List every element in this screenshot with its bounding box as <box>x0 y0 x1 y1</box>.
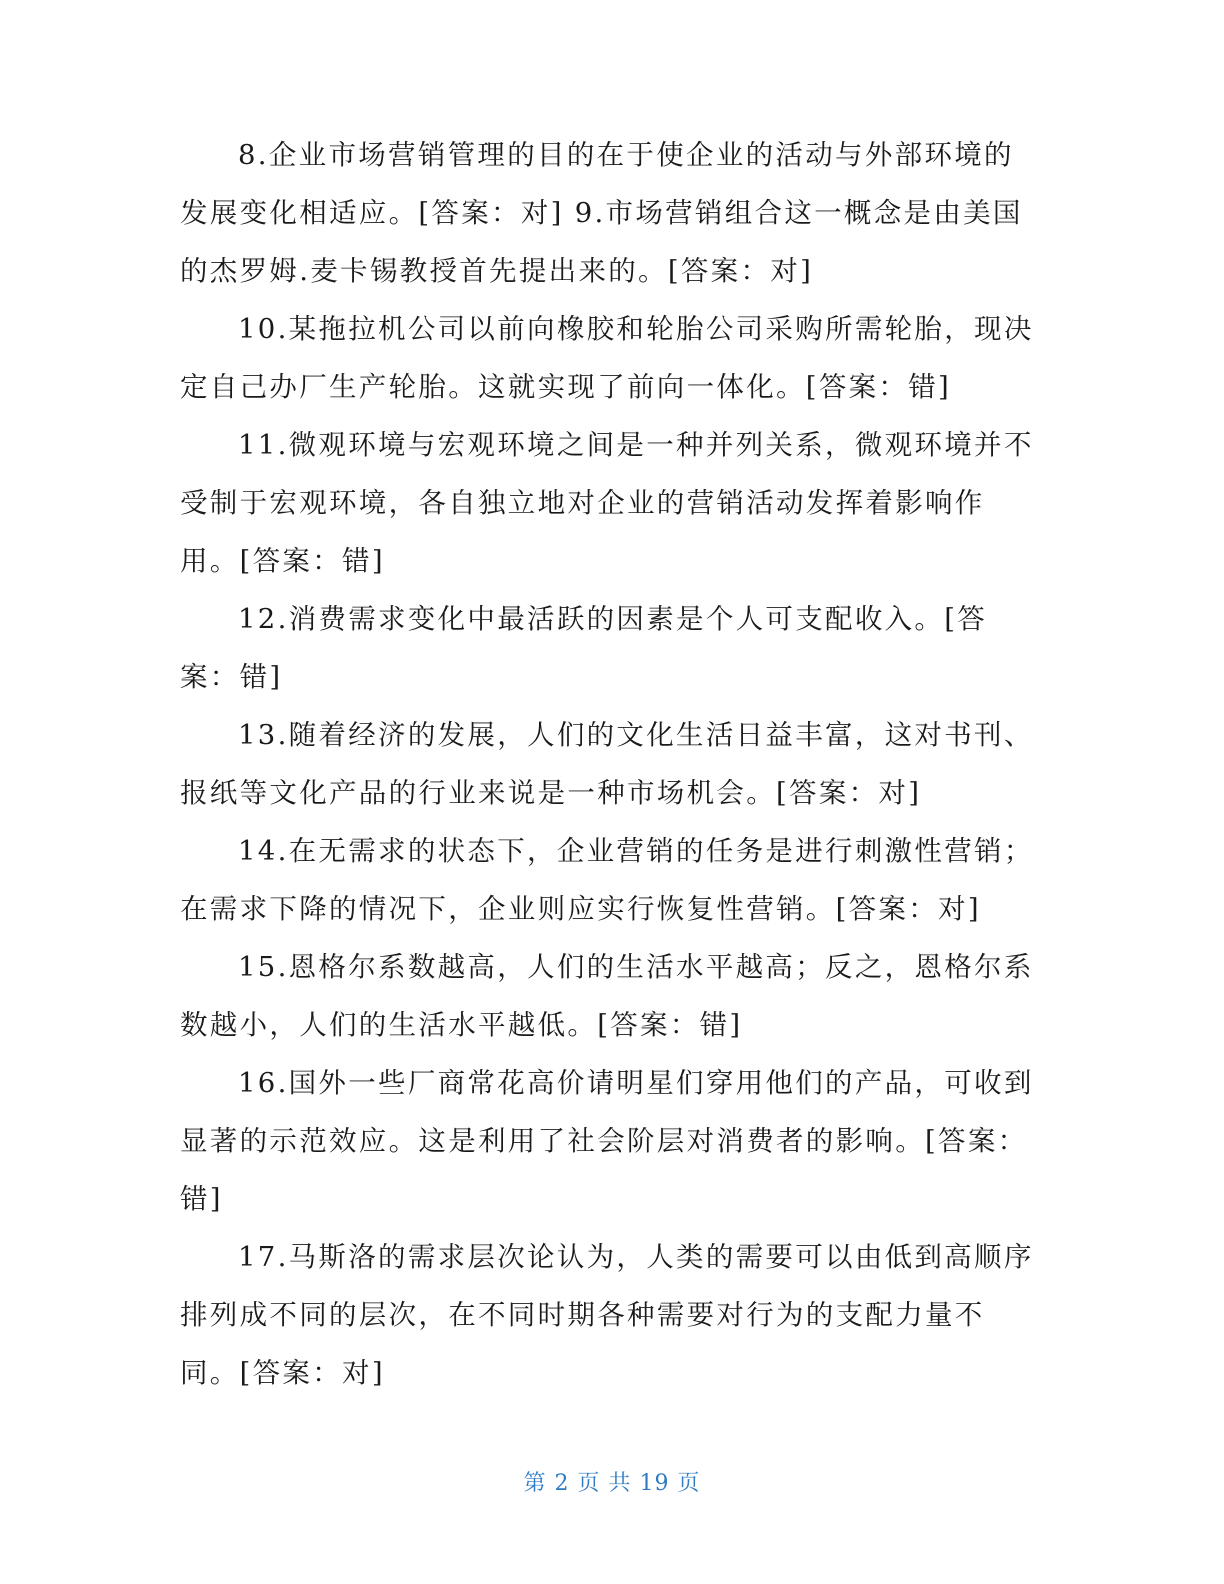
paragraph-q17: 17.马斯洛的需求层次论认为，人类的需要可以由低到高顺序 排列成不同的层次，在不同时期各种需要对行为的支配力量不 同。[答案：对] <box>180 1241 1034 1389</box>
paragraph-q8-q9: 8.企业市场营销管理的目的在于使企业的活动与外部环境的 发展变化相适应。[答案：对] 9.市场营销组合这一概念是由美国 的杰罗姆.麦卡锡教授首先提出来的。[答案：对] <box>180 139 1023 287</box>
paragraph-q13: 13.随着经济的发展，人们的文化生活日益丰富，这对书刊、 报纸等文化产品的行业来说是一种市场机会。[答案：对] <box>180 719 1034 809</box>
paragraph-q16: 16.国外一些厂商常花高价请明星们穿用他们的产品，可收到 显著的示范效应。这是利用了社会阶层对消费者的影响。[答案： 错] <box>180 1067 1034 1215</box>
document-body <box>180 126 1040 1402</box>
paragraph-q14: 14.在无需求的状态下，企业营销的任务是进行刺激性营销； 在需求下降的情况下，企业则应实行恢复性营销。[答案：对] <box>180 835 1034 925</box>
paragraph-q12: 12.消费需求变化中最活跃的因素是个人可支配收入。[答 案：错] <box>180 603 988 693</box>
paragraph-q10: 10.某拖拉机公司以前向橡胶和轮胎公司采购所需轮胎，现决 定自己办厂生产轮胎。这就实现了前向一体化。[答案：错] <box>180 313 1034 403</box>
paragraph-q11: 11.微观环境与宏观环境之间是一种并列关系，微观环境并不 受制于宏观环境，各自独立地对企业的营销活动发挥着影响作 用。[答案：错] <box>180 429 1034 577</box>
page-number-footer: 第 2 页 共 19 页 <box>523 1471 701 1496</box>
paragraph-q15: 15.恩格尔系数越高，人们的生活水平越高；反之，恩格尔系 数越小，人们的生活水平越低。[答案：错] <box>180 951 1034 1041</box>
